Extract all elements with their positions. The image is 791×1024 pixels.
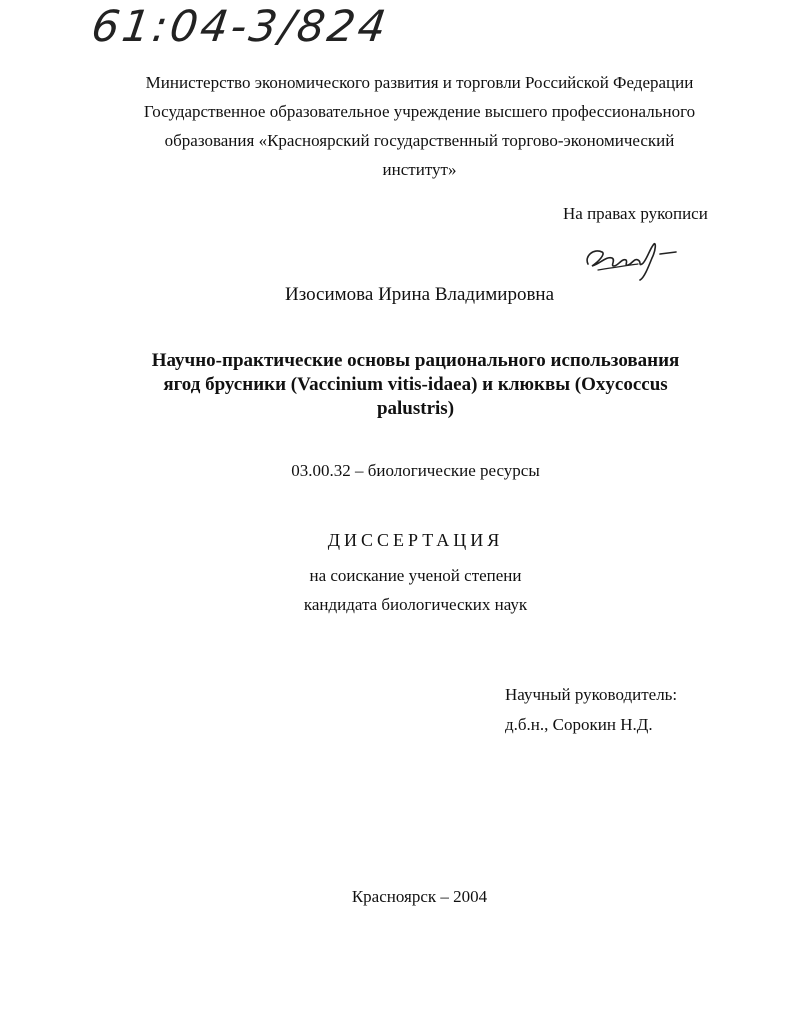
signature-image: [580, 234, 680, 284]
author-name: Изосимова Ирина Владимировна: [284, 284, 555, 305]
dissertation-title: [0, 349, 791, 421]
rights-note: На правах рукописи: [563, 204, 708, 223]
specialty-code: 03.00.32 – биологические ресурсы: [291, 461, 540, 480]
organization-line-4: институт»: [382, 160, 457, 179]
degree-description: [0, 561, 791, 619]
advisor-label: Научный руководитель:: [505, 685, 678, 704]
degree-line-1: на соискание ученой степени: [309, 566, 522, 585]
organization-line-2: Государственное образовательное учреждение высшего профессионального: [143, 102, 696, 121]
title-line-2: ягод брусники (Vaccinium vitis-idaea) и клюквы (Oxycoccus: [163, 374, 668, 395]
title-line-3: palustris): [376, 398, 455, 419]
title-line-1: Научно-практические основы рационального использования: [151, 350, 680, 371]
organization-line-1: Министерство экономического развития и торговли Российской Федерации: [145, 73, 694, 92]
scientific-advisor: [505, 680, 677, 740]
degree-line-2: кандидата биологических наук: [303, 595, 528, 614]
place-and-year: Красноярск – 2004: [351, 887, 488, 906]
organization-header: [0, 68, 791, 184]
document-type: ДИССЕРТАЦИЯ: [327, 530, 504, 550]
handwritten-archive-number: 61:04-3/824: [88, 2, 392, 52]
advisor-name: д.б.н., Сорокин Н.Д.: [505, 715, 653, 734]
organization-line-3: образования «Красноярский государственный торгово-экономический: [164, 131, 675, 150]
